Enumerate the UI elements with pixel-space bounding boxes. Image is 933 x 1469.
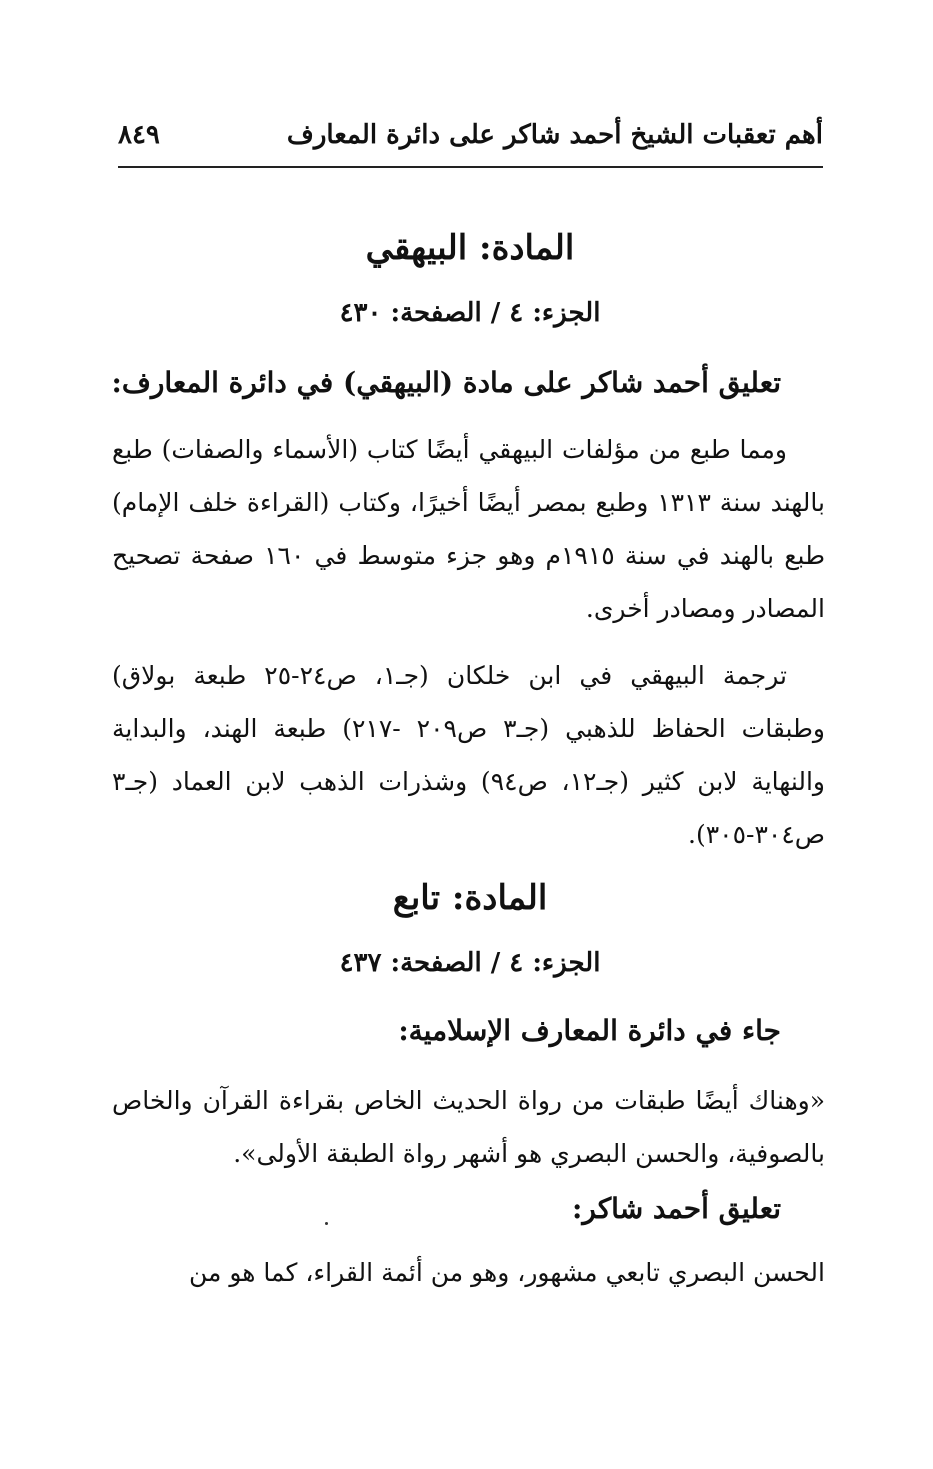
section-heading-shakir-comment-bayhaqi: تعليق أحمد شاكر على مادة (البيهقي) في دائرة المعارف: [111,366,781,399]
paragraph-encyclopedia-quote [112,1074,825,1180]
section-heading-encyclopedia-quote: جاء في دائرة المعارف الإسلامية: [398,1014,781,1047]
paragraph-text: ترجمة البيهقي في ابن خلكان (جـ١، ص٢٤-٢٥ طبعة بولاق) وطبقات الحفاظ للذهبي (جـ٣ ص٢٠٩ -٢١٧) طبعة الهند، والبداية والنهاية لابن كثير (جـ١٢، ص٩٤) وشذرات الذهب لابن العماد (جـ٣ ص٣٠٤-٣٠٥). [112,661,825,849]
entry-title-tabi: المادة: تابع [392,878,548,918]
entry-reference-bayhaqi: الجزء: ٤ / الصفحة: ٤٣٠ [339,298,601,328]
header-divider [118,166,823,168]
paragraph-bayhaqi-works [112,423,825,635]
paragraph-text: الحسن البصري تابعي مشهور، وهو من أئمة القراء، كما هو من [189,1258,825,1287]
paragraph-text: ومما طبع من مؤلفات البيهقي أيضًا كتاب (الأسماء والصفات) طبع بالهند سنة ١٣١٣ وطبع بمصر أيضًا أخيرًا، وكتاب (القراءة خلف الإمام) طبع بالهند في سنة ١٩١٥م وهو جزء متوسط في ١٦٠ صفحة تصحيح المصادر ومصادر أخرى. [112,435,825,623]
running-header-title: أهم تعقبات الشيخ أحمد شاكر على دائرة المعارف [286,120,823,150]
section-heading-shakir-comment-tabi: تعليق أحمد شاكر: [572,1192,781,1225]
paragraph-shakir-comment-tabi [112,1246,825,1299]
page-number: ٨٤٩ [118,120,160,150]
entry-reference-tabi: الجزء: ٤ / الصفحة: ٤٣٧ [339,948,601,978]
print-speck [325,1222,328,1225]
running-header [118,120,823,168]
entry-title-bayhaqi: المادة: البيهقي [365,228,575,268]
paragraph-bayhaqi-biography-sources [112,649,825,861]
paragraph-text: «وهناك أيضًا طبقات من رواة الحديث الخاص بقراءة القرآن والخاص بالصوفية، والحسن البصري هو أشهر رواة الطبقة الأولى». [112,1086,825,1168]
